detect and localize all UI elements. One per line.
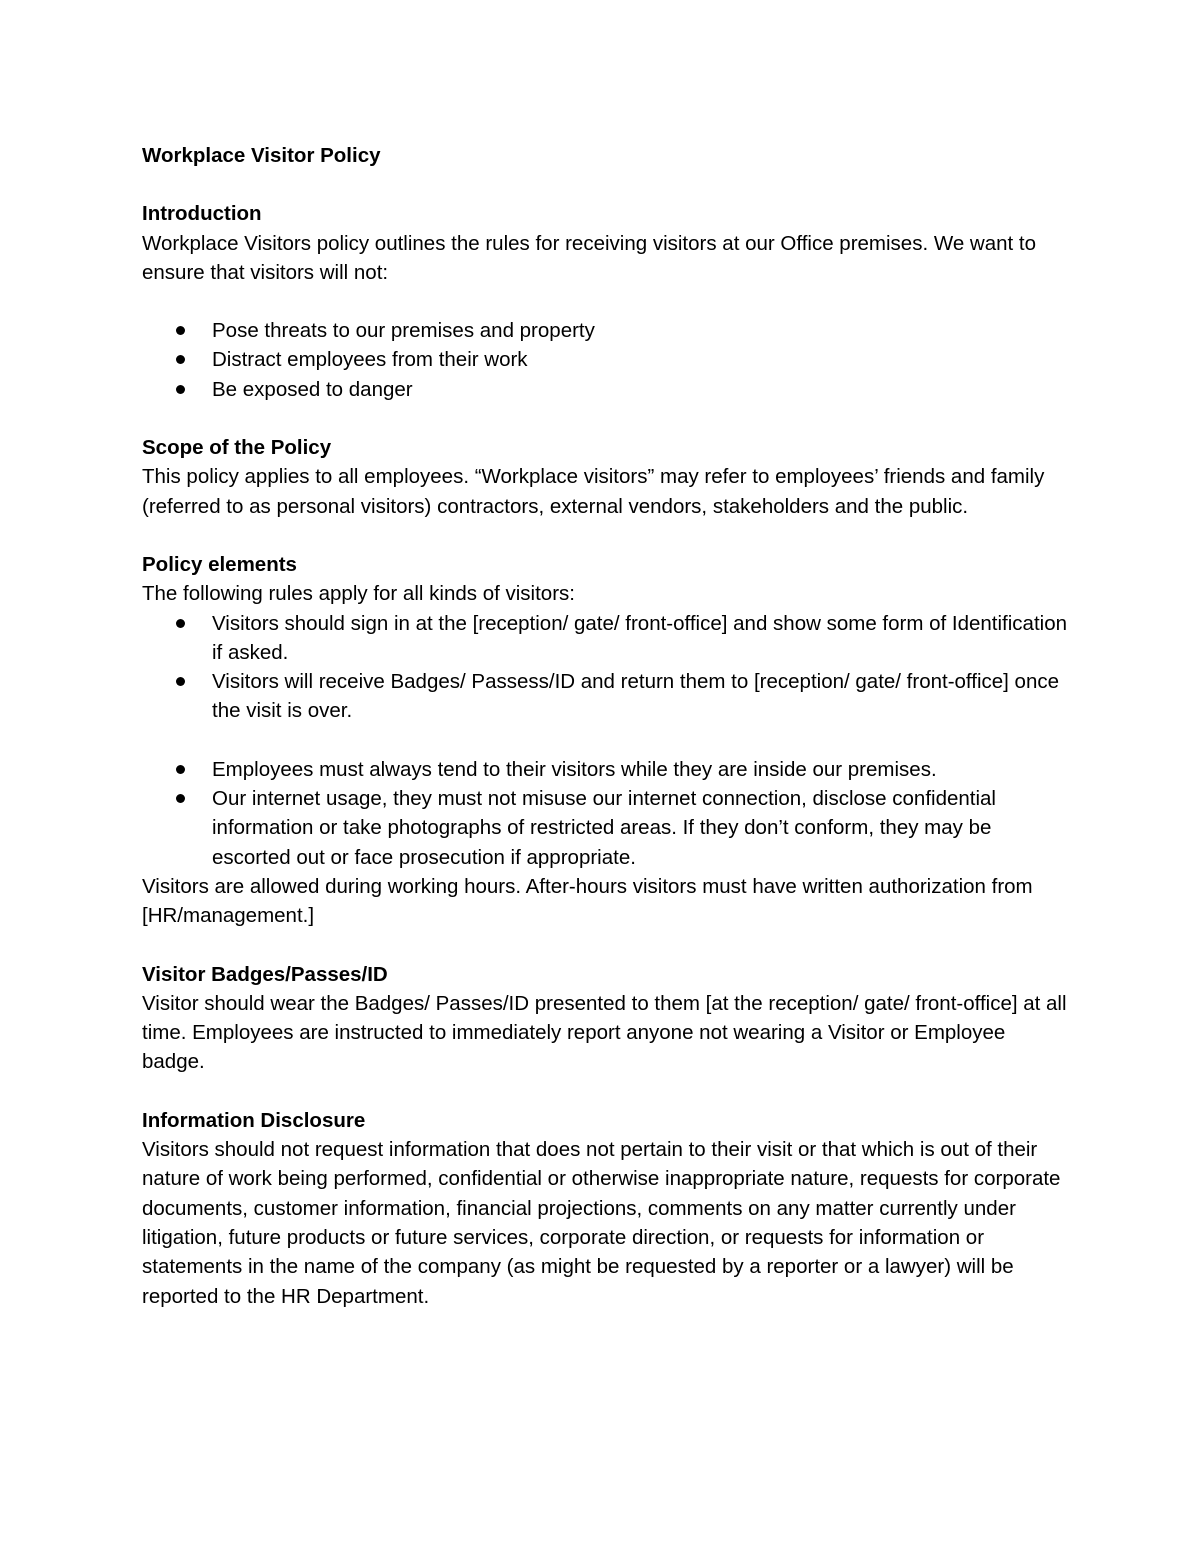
- introduction-bullet-list: [142, 316, 1072, 404]
- introduction-text: Workplace Visitors policy outlines the rules for receiving visitors at our Office premises. We want to ensure that visitors will not:: [142, 231, 1037, 284]
- document-page: [142, 141, 1072, 1311]
- disclosure-heading: Information Disclosure: [142, 1108, 366, 1132]
- bullet-icon: [176, 794, 185, 803]
- list-item-text: Distract employees from their work: [212, 348, 528, 372]
- list-item: [142, 375, 1072, 404]
- policy-elements-intro: The following rules apply for all kinds of visitors:: [142, 582, 575, 606]
- list-item: [142, 784, 1072, 872]
- list-item-text: Pose threats to our premises and property: [212, 319, 595, 343]
- document-title: Workplace Visitor Policy: [142, 144, 381, 167]
- list-item: [142, 667, 1072, 726]
- scope-heading: Scope of the Policy: [142, 436, 332, 460]
- disclosure-text: Visitors should not request information that does not pertain to their visit or that which is out of their nature of work being performed, confidential or otherwise inappropriate nature, requests for corporate documents, customer information, financial projections, comments on any matter currently under litigation, future products or future services, corporate direction, or requests for information or statements in the name of the company (as might be requested by a reporter or a lawyer) will be reported to the HR Department.: [142, 1138, 1061, 1308]
- list-item-text: Employees must always tend to their visitors while they are inside our premises.: [212, 757, 937, 781]
- list-item-text: Visitors will receive Badges/ Passess/ID and return them to [reception/ gate/ front-office] once the visit is over.: [212, 670, 1059, 723]
- policy-elements-heading: Policy elements: [142, 552, 297, 576]
- list-item-text: Our internet usage, they must not misuse our internet connection, disclose confidential information or take photographs of restricted areas. If they don’t conform, they may be escorted out or face prosecution if appropriate.: [212, 787, 996, 869]
- list-item: [142, 345, 1072, 374]
- policy-elements-bullet-list-2: [142, 755, 1072, 872]
- badges-section: [142, 960, 1072, 1077]
- bullet-icon: [176, 355, 185, 364]
- badges-heading: Visitor Badges/Passes/ID: [142, 962, 388, 986]
- scope-section: [142, 433, 1072, 521]
- bullet-icon: [176, 385, 185, 394]
- bullet-icon: [176, 765, 185, 774]
- list-item: [142, 755, 1072, 784]
- bullet-icon: [176, 677, 185, 686]
- bullet-icon: [176, 619, 185, 628]
- introduction-section: [142, 199, 1072, 404]
- badges-text: Visitor should wear the Badges/ Passes/ID presented to them [at the reception/ gate/ front-office] at all time. Employees are instructed to immediately report anyone not wearing a Visitor or Employee badge.: [142, 991, 1067, 1074]
- list-item-text: Visitors should sign in at the [reception/ gate/ front-office] and show some form of Identification if asked.: [212, 611, 1068, 664]
- list-item: [142, 316, 1072, 345]
- bullet-icon: [176, 326, 185, 335]
- scope-text: This policy applies to all employees. “Workplace visitors” may refer to employees’ friends and family (referred to as personal visitors) contractors, external vendors, stakeholders and the public.: [142, 465, 1045, 518]
- list-item: [142, 609, 1072, 668]
- policy-elements-bullet-list-1: [142, 609, 1072, 726]
- list-item-text: Be exposed to danger: [212, 377, 413, 401]
- disclosure-section: [142, 1106, 1072, 1311]
- policy-elements-closing: Visitors are allowed during working hours. After-hours visitors must have written authorization from [HR/management.]: [142, 874, 1033, 928]
- policy-elements-section: [142, 550, 1072, 931]
- introduction-heading: Introduction: [142, 202, 262, 226]
